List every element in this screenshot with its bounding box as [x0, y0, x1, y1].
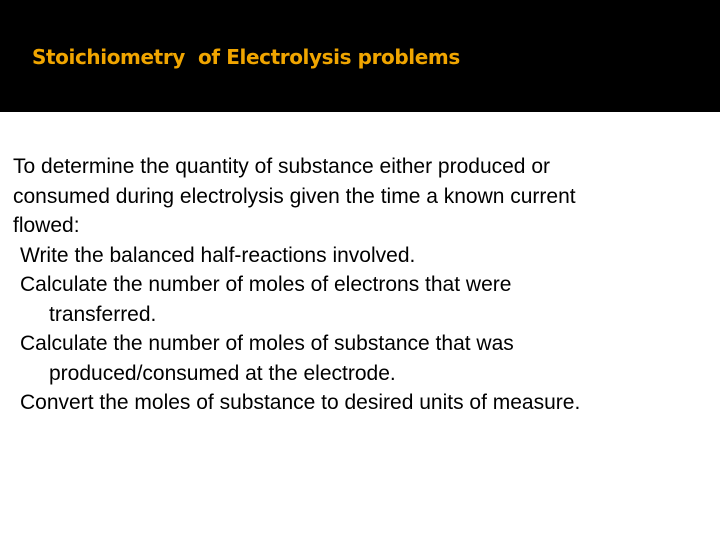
step-item — [13, 388, 713, 418]
step-item — [13, 270, 713, 329]
step-text: Calculate the number of moles of electrons that were — [20, 273, 512, 296]
title-bar — [0, 0, 720, 112]
slide-title: Stoichiometry of Electrolysis problems — [32, 45, 460, 69]
intro-line: flowed: — [13, 214, 80, 237]
step-text: Write the balanced half-reactions involved. — [20, 243, 416, 267]
step-text: Calculate the number of moles of substance that was — [20, 332, 514, 355]
step-item — [13, 241, 713, 271]
step-continuation: transferred. — [49, 302, 157, 326]
step-continuation: produced/consumed at the electrode. — [49, 361, 396, 385]
step-text: Convert the moles of substance to desired units of measure. — [20, 391, 581, 414]
intro-line: consumed during electrolysis given the time a known current — [13, 184, 576, 208]
slide-body — [13, 152, 713, 418]
step-item — [13, 329, 713, 388]
intro-line: To determine the quantity of substance either produced or — [13, 155, 550, 178]
